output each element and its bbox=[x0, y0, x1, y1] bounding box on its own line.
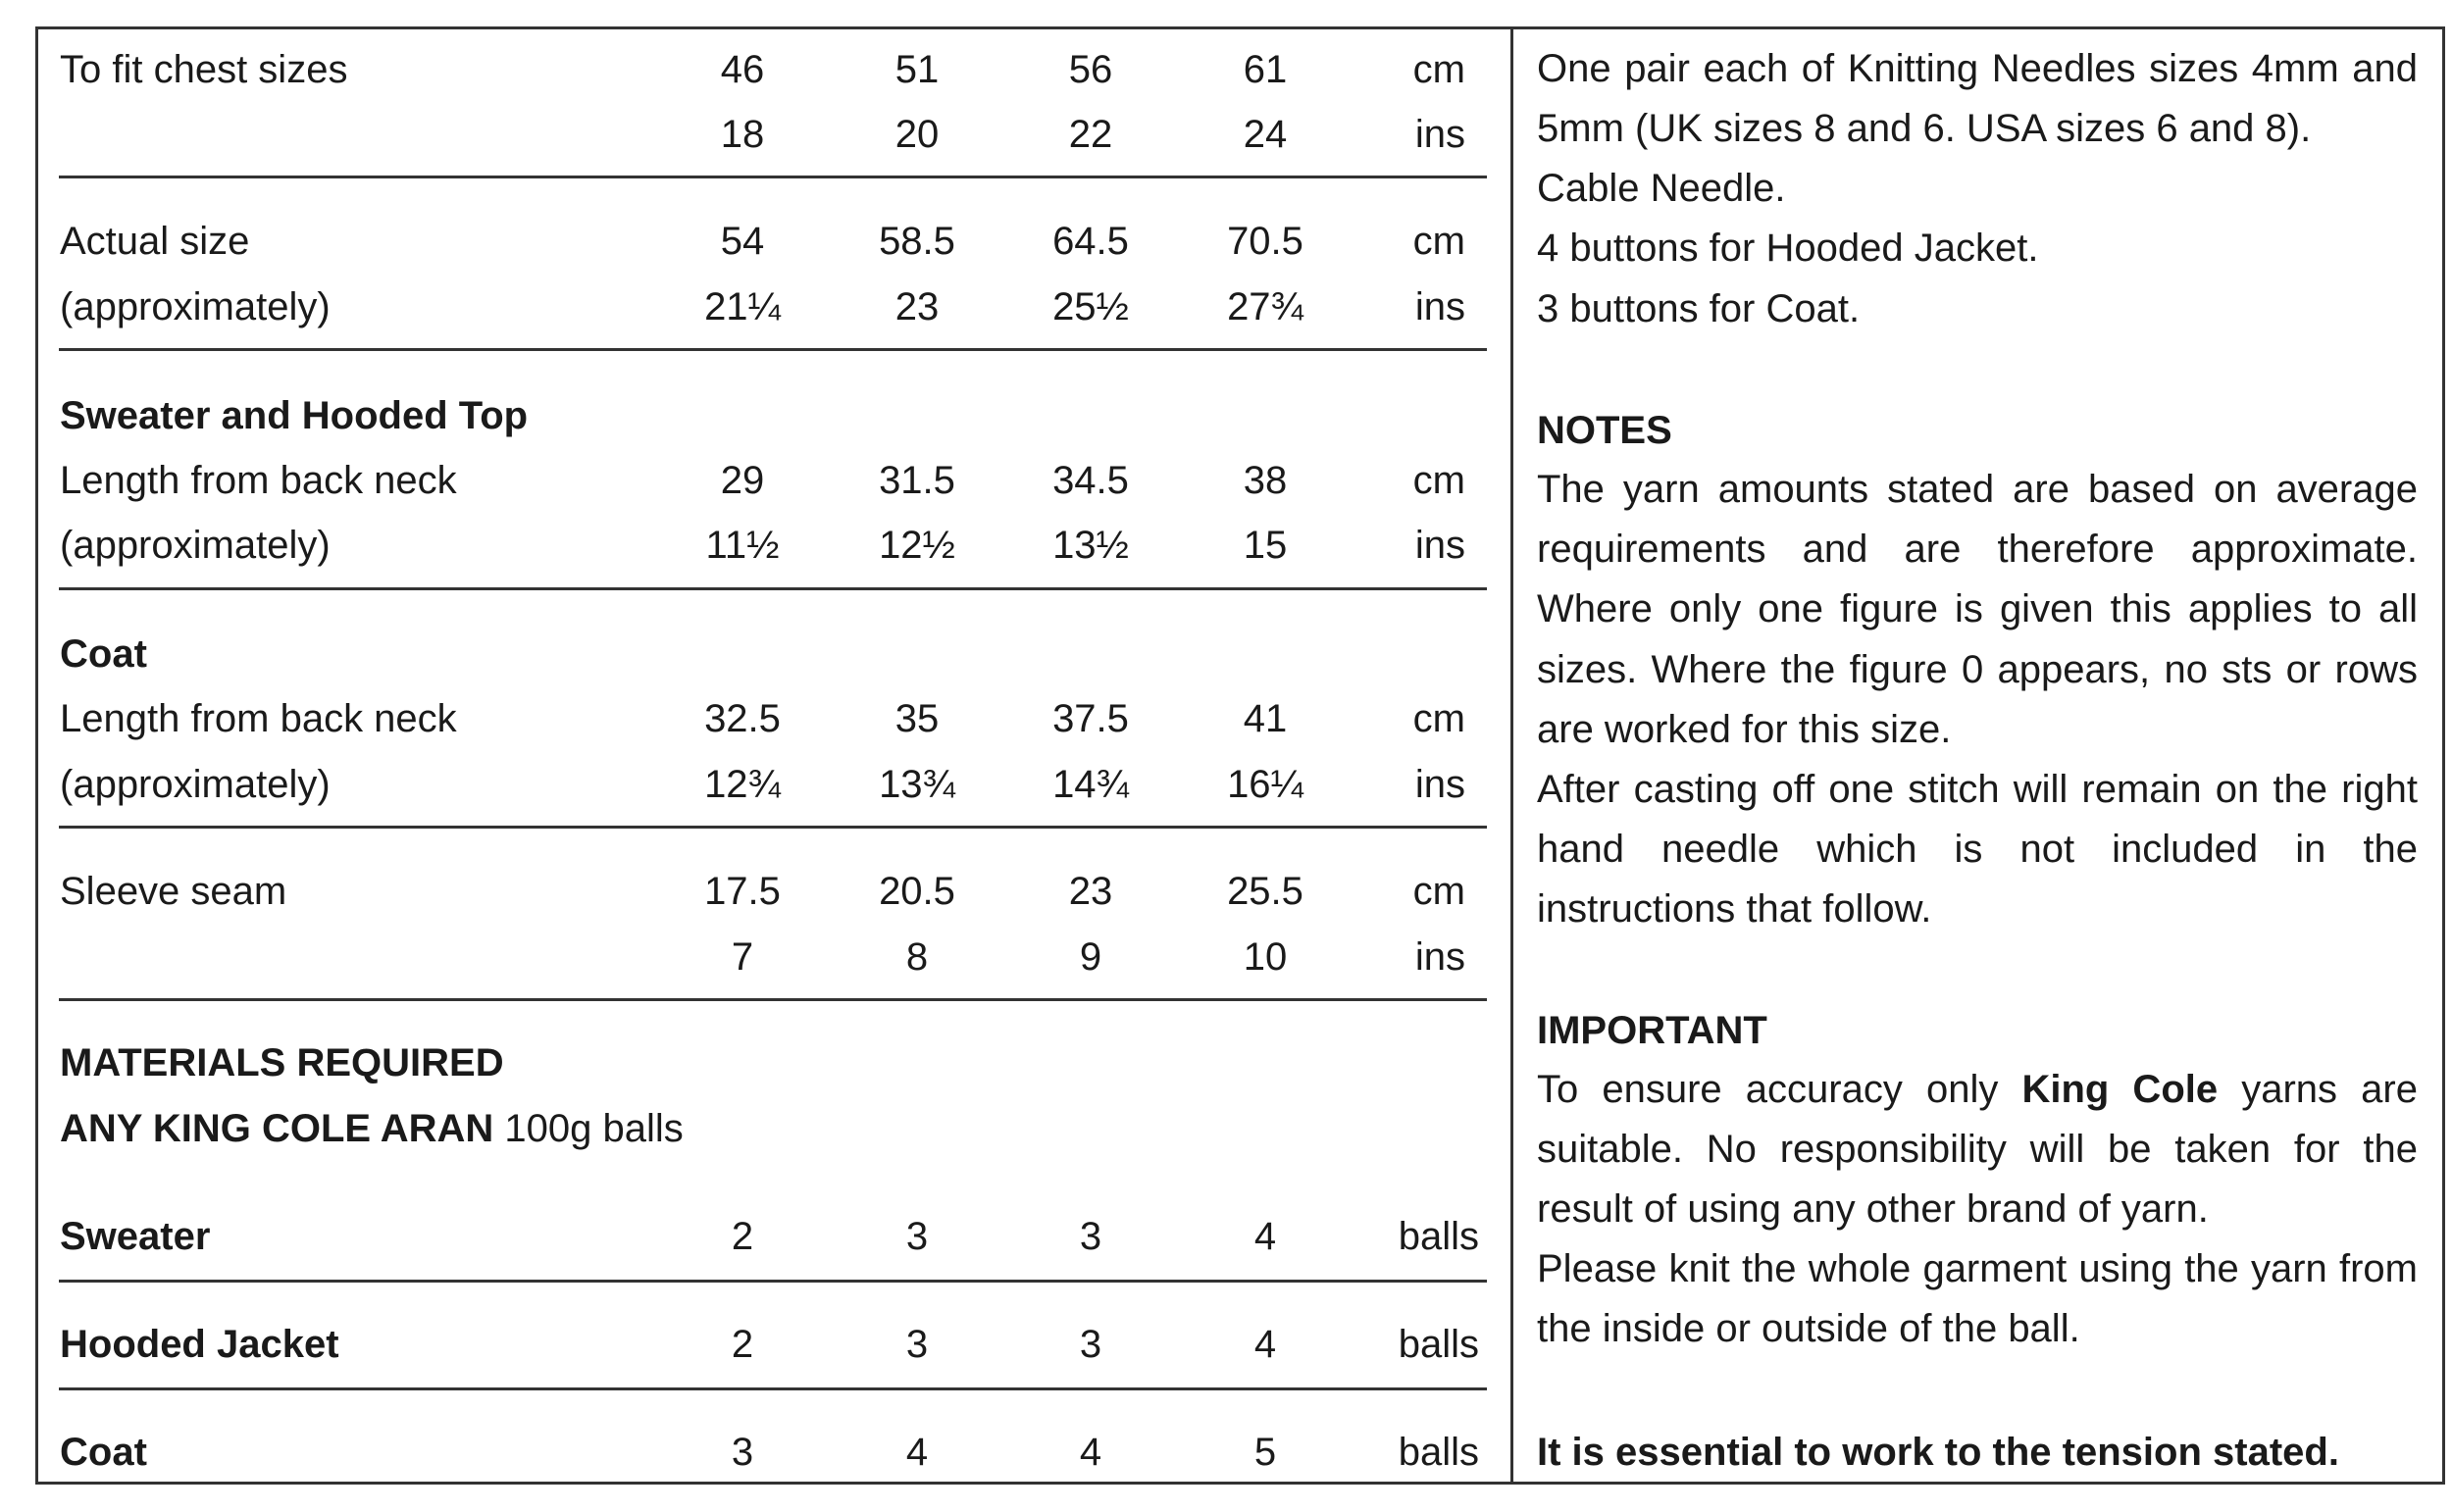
table-cell: 22 bbox=[1068, 113, 1113, 156]
approx-label: (approximately) bbox=[60, 763, 331, 806]
table-cell: 17.5 bbox=[704, 870, 781, 913]
table-cell: 10 bbox=[1243, 935, 1288, 979]
materials-row-label: Coat bbox=[60, 1431, 147, 1474]
cable-needle-text: Cable Needle. bbox=[1537, 167, 1786, 210]
table-cell: 51 bbox=[894, 48, 940, 91]
important-text: To ensure accuracy only bbox=[1537, 1068, 2022, 1111]
materials-row-label: Sweater bbox=[60, 1215, 211, 1258]
table-cell: 27¾ bbox=[1227, 285, 1303, 328]
table-cell: 3 bbox=[1079, 1323, 1102, 1366]
table-cell: 11½ bbox=[705, 524, 780, 567]
table-cell: 13¾ bbox=[879, 763, 955, 806]
unit-label: balls bbox=[1398, 1431, 1479, 1474]
unit-label: ins bbox=[1414, 935, 1465, 979]
table-cell: 4 bbox=[905, 1431, 929, 1474]
row-divider bbox=[59, 826, 1487, 829]
table-cell: 13½ bbox=[1052, 524, 1129, 567]
table-cell: 15 bbox=[1243, 524, 1288, 567]
yarn-name: ANY KING COLE ARAN bbox=[60, 1107, 494, 1150]
important-paragraph bbox=[1537, 1060, 2418, 1240]
table-cell: 12½ bbox=[879, 524, 955, 567]
needles-text: One pair each of Knitting Needles sizes 4mm and 5mm (UK sizes 8 and 6. USA sizes 6 and 8). bbox=[1537, 47, 2418, 151]
approx-label: (approximately) bbox=[60, 285, 331, 328]
tension-note: It is essential to work to the tension stated. bbox=[1537, 1431, 2339, 1474]
important-text: yarns are suitable. No responsibility will be taken for the result of using any other brand of yarn. bbox=[1537, 1068, 2418, 1232]
table-cell: 41 bbox=[1243, 697, 1288, 740]
table-cell: 5 bbox=[1253, 1431, 1277, 1474]
notes-heading: NOTES bbox=[1537, 409, 1672, 452]
table-cell: 16¼ bbox=[1227, 763, 1303, 806]
buttons-jacket-text: 4 buttons for Hooded Jacket. bbox=[1537, 227, 2039, 270]
row-divider bbox=[59, 348, 1487, 351]
table-cell: 3 bbox=[731, 1431, 754, 1474]
row-divider bbox=[59, 1387, 1487, 1390]
table-cell: 23 bbox=[894, 285, 940, 328]
table-cell: 58.5 bbox=[879, 220, 955, 263]
table-cell: 35 bbox=[894, 697, 940, 740]
table-cell: 3 bbox=[905, 1323, 929, 1366]
table-cell: 2 bbox=[731, 1215, 754, 1258]
buttons-coat-text: 3 buttons for Coat. bbox=[1537, 287, 1861, 330]
table-cell: 7 bbox=[731, 935, 754, 979]
notes-paragraph: After casting off one stitch will remain on the right hand needle which is not included in the instructions that follow. bbox=[1537, 768, 2418, 932]
approx-label: (approximately) bbox=[60, 524, 331, 567]
unit-label: ins bbox=[1414, 524, 1465, 567]
table-cell: 4 bbox=[1253, 1215, 1277, 1258]
unit-label: cm bbox=[1412, 220, 1465, 263]
unit-label: ins bbox=[1414, 763, 1465, 806]
table-cell: 25½ bbox=[1052, 285, 1129, 328]
table-cell: 3 bbox=[1079, 1215, 1102, 1258]
table-cell: 38 bbox=[1243, 459, 1288, 502]
table-cell: 18 bbox=[720, 113, 765, 156]
row-divider bbox=[59, 998, 1487, 1001]
row-divider bbox=[59, 1280, 1487, 1283]
column-divider bbox=[1510, 26, 1513, 1485]
table-cell: 61 bbox=[1243, 48, 1288, 91]
important-heading: IMPORTANT bbox=[1537, 1009, 1767, 1052]
table-cell: 3 bbox=[905, 1215, 929, 1258]
important-paragraph: Please knit the whole garment using the yarn from the inside or outside of the ball. bbox=[1537, 1247, 2418, 1351]
table-cell: 29 bbox=[720, 459, 765, 502]
unit-label: cm bbox=[1412, 697, 1465, 740]
table-cell: 20.5 bbox=[879, 870, 955, 913]
brand-name: King Cole bbox=[2021, 1068, 2219, 1111]
table-cell: 20 bbox=[894, 113, 940, 156]
sleeve-label: Sleeve seam bbox=[60, 870, 287, 913]
section-heading: Sweater and Hooded Top bbox=[60, 394, 529, 437]
table-cell: 21¼ bbox=[704, 285, 781, 328]
unit-label: cm bbox=[1412, 48, 1465, 91]
unit-label: ins bbox=[1414, 113, 1465, 156]
table-cell: 46 bbox=[720, 48, 765, 91]
table-cell: 25.5 bbox=[1227, 870, 1303, 913]
unit-label: balls bbox=[1398, 1323, 1479, 1366]
row-divider bbox=[59, 176, 1487, 178]
table-cell: 31.5 bbox=[879, 459, 955, 502]
notes-paragraph: The yarn amounts stated are based on average requirements and are therefore approximate. Where only one figure is given this applies to all sizes. Where the figure 0 appears, no sts or rows are worked for this size. bbox=[1537, 468, 2418, 751]
materials-heading: MATERIALS REQUIRED bbox=[60, 1041, 504, 1084]
table-cell: 37.5 bbox=[1052, 697, 1129, 740]
table-cell: 12¾ bbox=[704, 763, 781, 806]
yarn-detail: 100g balls bbox=[493, 1107, 684, 1150]
table-cell: 24 bbox=[1243, 113, 1288, 156]
table-cell: 4 bbox=[1079, 1431, 1102, 1474]
actual-size-label: Actual size bbox=[60, 220, 250, 263]
chest-label: To fit chest sizes bbox=[60, 48, 348, 91]
table-cell: 2 bbox=[731, 1323, 754, 1366]
length-label: Length from back neck bbox=[60, 459, 457, 502]
length-label: Length from back neck bbox=[60, 697, 457, 740]
table-cell: 32.5 bbox=[704, 697, 781, 740]
row-divider bbox=[59, 587, 1487, 590]
table-cell: 64.5 bbox=[1052, 220, 1129, 263]
materials-row-label: Hooded Jacket bbox=[60, 1323, 339, 1366]
table-cell: 23 bbox=[1068, 870, 1113, 913]
unit-label: cm bbox=[1412, 459, 1465, 502]
unit-label: cm bbox=[1412, 870, 1465, 913]
table-cell: 14¾ bbox=[1052, 763, 1129, 806]
table-cell: 4 bbox=[1253, 1323, 1277, 1366]
table-cell: 34.5 bbox=[1052, 459, 1129, 502]
section-heading: Coat bbox=[60, 632, 147, 676]
table-cell: 9 bbox=[1079, 935, 1102, 979]
unit-label: balls bbox=[1398, 1215, 1479, 1258]
table-cell: 8 bbox=[905, 935, 929, 979]
unit-label: ins bbox=[1414, 285, 1465, 328]
table-cell: 54 bbox=[720, 220, 765, 263]
table-cell: 70.5 bbox=[1227, 220, 1303, 263]
table-cell: 56 bbox=[1068, 48, 1113, 91]
yarn-line bbox=[60, 1105, 684, 1152]
